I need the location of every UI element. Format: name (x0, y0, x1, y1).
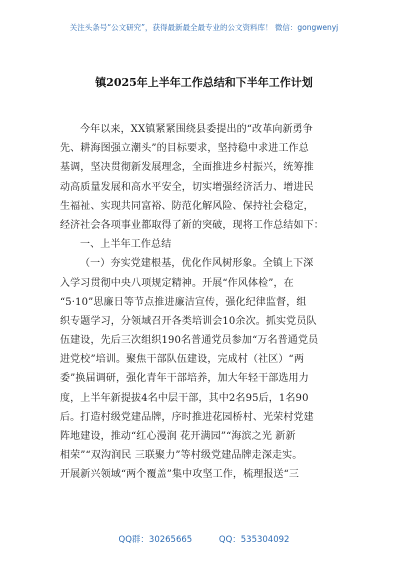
body-line: 阵地建设，推动“红心漫润 花开满园”“海滨之光 新新 (60, 431, 296, 442)
body-line: 今年以来，XX镇紧紧围绕县委提出的“改革向新勇争 (80, 124, 313, 135)
body-line: 生福祉、实现共同富裕、防范化解风险、保持社会稳定， (60, 200, 314, 212)
document-title: 镇2025年上半年工作总结和下半年工作计划 (95, 76, 313, 89)
body-line: 织专题学习，分领域召开各类培训会10余次。抓实党员队 (60, 315, 317, 327)
body-line: 入学习贯彻中央八项规定精神。开展“作风体检”，在 (60, 277, 294, 289)
footer-qq-group: QQ群：30265665 (118, 535, 193, 545)
body-line: 进党校”培训。聚焦干部队伍建设，完成村（社区）“两 (60, 354, 304, 366)
body-line: （一）夯实党建根基，优化作风树形象。全镇上下深 (80, 258, 314, 270)
body-line: 委”换届调研，强化青年干部培养，加大年轻干部选用力 (60, 373, 309, 385)
body-line: 经济社会各项事业都取得了新的突破，现将工作总结如下： (60, 219, 324, 231)
body-line: 开展新兴领域“两个覆盖”集中攻坚工作，梳理报送“三 (60, 469, 300, 481)
section-heading: 一、上半年工作总结 (80, 239, 172, 251)
body-line: 伍建设，先后三次组织190名普通党员参加“万名普通党员 (60, 335, 319, 347)
document-body (60, 120, 348, 485)
body-line: 后。打造村级党建品牌，序时推进花园桥村、光荣村党建 (60, 411, 314, 423)
body-line: 相荣”“双沟润民 三联聚力”等村级党建品牌走深走实。 (60, 450, 303, 462)
body-line: 先、耕海图强立潮头”的目标要求，坚持稳中求进工作总 (60, 143, 309, 155)
header-note: 关注头条号“公文研究”，获得最新最全最专业的公文资料库！ 微信：gongwenyj (69, 23, 339, 32)
body-line: “5·10”思廉日等节点推进廉洁宣传，强化纪律监督，组 (60, 296, 307, 308)
body-line: 基调，坚决贯彻新发展理念，全面推进乡村振兴，统筹推 (60, 162, 314, 174)
footer-note (0, 533, 408, 545)
body-line: 动高质量发展和高水平安全，切实增强经济活力、增进民 (60, 181, 314, 193)
footer-qq-number: QQ：535304092 (218, 535, 290, 545)
body-line: 度，上半年新提拔4名中层干部，其中2名95后，1名90 (60, 392, 309, 404)
